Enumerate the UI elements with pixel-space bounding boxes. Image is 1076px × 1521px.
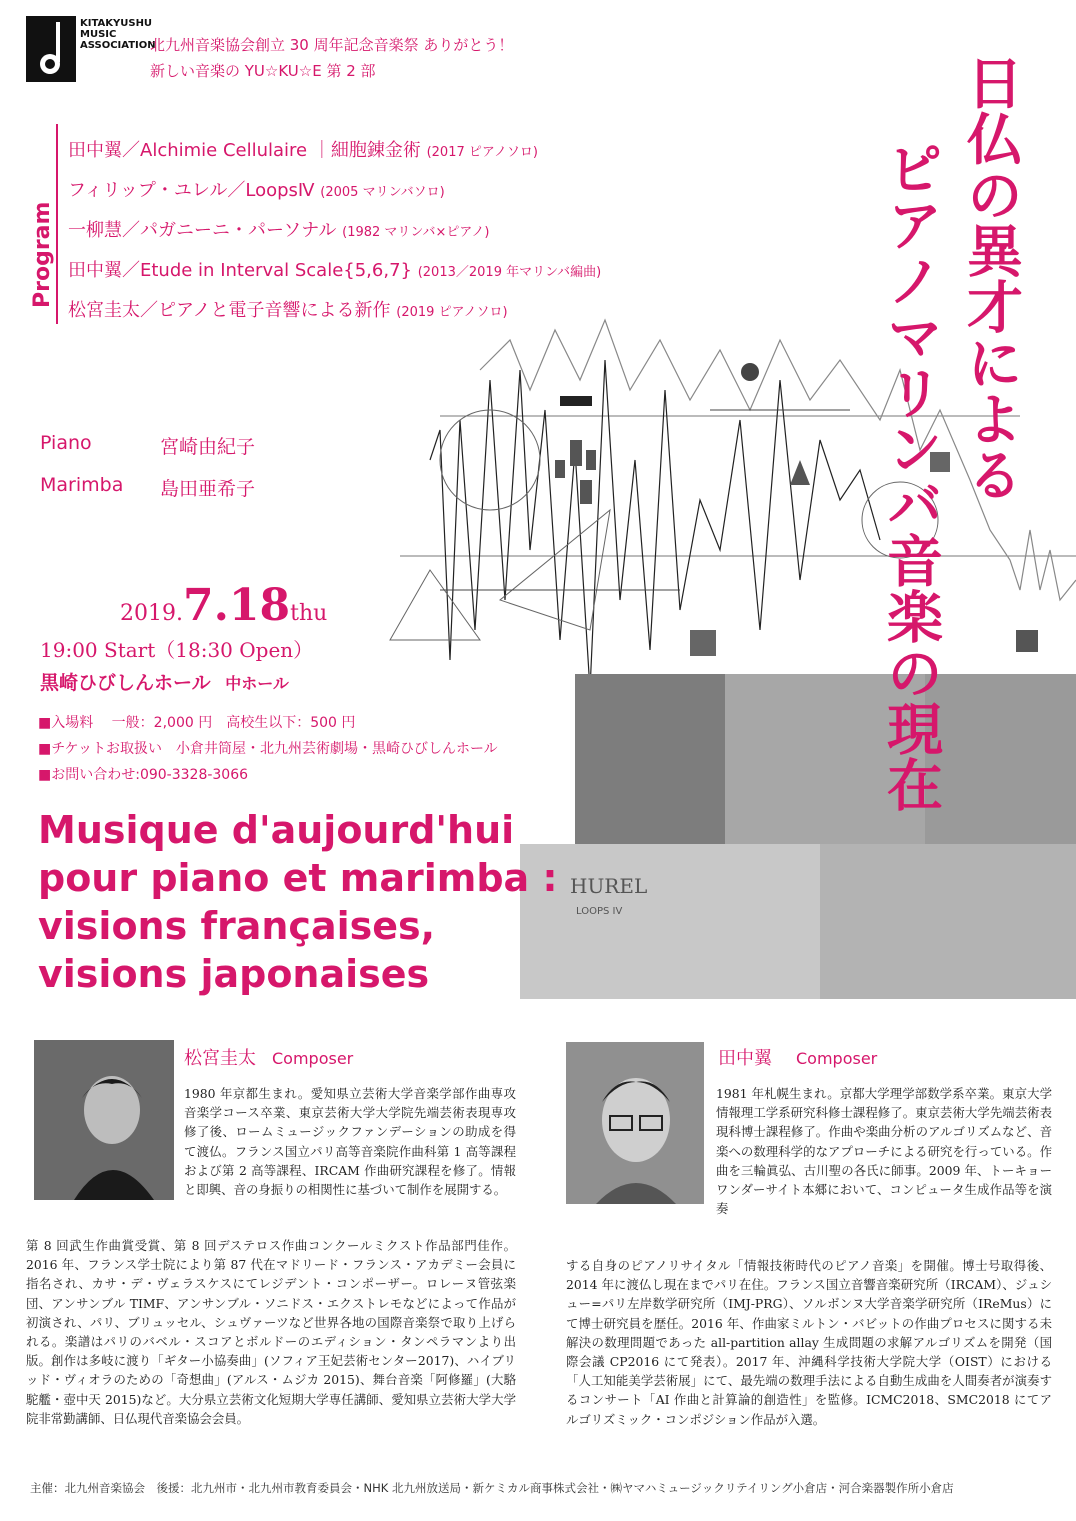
photo-pianist: [925, 674, 1076, 844]
composer-photo-tanaka: [566, 1042, 704, 1204]
logo-line-1: KITAKYUSHU: [80, 18, 153, 29]
french-title-line-3: visions françaises,: [38, 904, 436, 948]
admission-info: ■入場料 一般：2,000 円 高校生以下：500 円: [38, 715, 356, 731]
portrait-icon: [566, 1042, 704, 1204]
composer-bio-1-top: 1980 年京都生まれ。愛知県立芸術大学音楽学部作曲専攻音楽学コース卒業、東京芸術大学大学院先端芸術表現専攻修了後、ロームミュージックファンデーションの助成を得て渡仏。フランス国立パリ高等音楽院作曲科第 1 高等課程および第 2 高等課程、IRCAM 作曲研究課程を修了。情報と即興、音の身振りの相関性に基づいて制作を展開する。: [184, 1086, 516, 1198]
composer-name-1: 松宮圭太 Composer: [184, 1048, 354, 1069]
program-label: Program: [30, 201, 55, 308]
composer-photo-matsumiya: [34, 1040, 174, 1200]
piano-performer: 宮崎由紀子: [160, 436, 256, 458]
program-item-5: 松宮圭太／ピアノと電子音響による新作 (2019 ピアノソロ): [68, 300, 508, 321]
portrait-icon: [34, 1040, 174, 1200]
photo-mallets: [820, 844, 1076, 999]
score-title: HUREL: [570, 874, 648, 898]
program-item-2: フィリップ・ユレル／LoopsⅣ (2005 マリンバソロ): [68, 180, 445, 201]
venue-hall: 中ホール: [225, 674, 289, 693]
french-title: [38, 806, 618, 998]
event-day: 7.18: [182, 580, 291, 631]
event-weekday: thu: [290, 601, 328, 626]
sponsor-footer: 主催：北九州音楽協会 後援：北九州市・北九州市教育委員会・NHK 北九州放送局・新ケミカル商事株式会社・㈱ヤマハミュージックリテイリング小倉店・河合楽器製作所小倉店: [30, 1481, 954, 1495]
event-venue: [40, 668, 289, 695]
marimba-role: Marimba: [40, 474, 124, 496]
program-item-3: 一柳慧／パガニーニ・パーソナル (1982 マリンバ×ピアノ): [68, 220, 490, 241]
program-item-4: 田中翼／Etude in Interval Scale{5,6,7} (2013／2019 年マリンバ編曲): [68, 260, 602, 281]
logo-line-2: MUSIC: [80, 29, 117, 40]
event-date: [120, 580, 327, 631]
composer-bio-2-bottom: する自身のピアノリサイタル「情報技術時代のピアノ音楽」を開催。博士号取得後、2014 年に渡仏し現在までパリ在住。フランス国立音響音楽研究所（IRCAM）、ジュシュー=パリ左岸数学研究所（IMJ-PRG）、ソルボンヌ大学音楽学研究所（IReMus）にて博士研究員を歴任。2016 年、作曲家ミルトン・バビットの作曲プロセスに関する未解決の数理問題であった all-partition allay 生成問題の求解アルゴリズムを開発（国際会議 CP2016 にて発表）。2017 年、沖縄科学技術大学院大学（OIST）における「人工知能美学芸術展」にて、最先端の数理手法による自動生成曲を人間奏者が演奏するコンサート「AI 作曲と計算論的創造性」を監修。ICMC2018、SMC2018 にてアルゴリズミック・コンポジション作品が入選。: [566, 1258, 1052, 1427]
association-logo: [26, 16, 76, 82]
marimba-performer: 島田亜希子: [160, 478, 256, 500]
music-note-icon: [26, 16, 76, 82]
piano-role: Piano: [40, 432, 92, 454]
french-title-line-1: Musique d'aujourd'hui: [38, 808, 515, 852]
score-subtitle: LOOPS IV: [576, 906, 623, 917]
title-line-1: 日仏の異才による: [958, 54, 1023, 502]
title-line-2: ピアノマリンバ音楽の現在: [878, 140, 943, 812]
program-divider: [56, 124, 58, 324]
event-time: 19:00 Start（18:30 Open）: [40, 638, 314, 662]
logo-wordmark: [80, 18, 156, 51]
french-title-line-4: visions japonaises: [38, 952, 430, 996]
composer-bio-1-bottom: 第 8 回武生作曲賞受賞、第 8 回デステロス作曲コンクールミクスト作品部門佳作。2016 年、フランス学士院により第 87 代在マドリード・フランス・アカデミー会員に指名され、カサ・デ・ヴェラスケスにてレジデント・コンポーザー。ロレーヌ管弦楽団、アンサンブル TIMF、アンサンブル・ソニドス・エクストレモなどによって作品が初演され、パリ、ブリュッセル、シュヴァーツなど世界各地の国際音楽祭で取り上げられる。楽譜はパリのバベル・スコアとボルドーのエディション・タンペラマンより出版。創作は多岐に渡り「ギター小協奏曲」(ソフィア王妃芸術センター2017)、ハイブリッド・ヴィオラのための「奇想曲」(アルス・ムジカ 2015)、舞台音楽「阿修羅」(大駱駝艦・壺中天 2015)など。大分県立芸術文化短期大学専任講師、愛知県立芸術大学大学院非常勤講師、日仏現代音楽協会会員。: [26, 1238, 516, 1426]
event-year: 2019.: [120, 601, 183, 626]
logo-line-3: ASSOCIATION: [80, 40, 156, 51]
french-title-line-2: pour piano et marimba :: [38, 856, 558, 900]
header-line-2: 新しい音楽の YU☆KU☆E 第 2 部: [150, 62, 376, 80]
ticket-info: ■チケットお取扱い 小倉井筒屋・北九州芸術劇場・黒崎ひびしんホール: [38, 741, 498, 757]
contact-info: ■お問い合わせ:090-3328-3066: [38, 767, 249, 783]
program-item-1: 田中翼／Alchimie Cellulaire ｜細胞錬金術 (2017 ピアノソロ): [68, 140, 538, 161]
composer-bio-2-top: 1981 年札幌生まれ。京都大学理学部数学系卒業。東京大学情報理工学系研究科修士課程修了。東京芸術大学先端芸術表現科博士課程修了。作曲や楽曲分析のアルゴリズムなど、音楽への数理科学的なアプローチによる研究を行っている。作曲を三輪眞弘、古川聖の各氏に師事。2009 年、トーキョーワンダーサイト本郷において、コンピュータ生成作品等を演奏: [716, 1086, 1052, 1217]
composer-name-2: 田中翼 Composer: [718, 1048, 878, 1069]
venue-name: 黒崎ひびしんホール: [40, 672, 211, 694]
header-line-1: 北九州音楽協会創立 30 周年記念音楽祭 ありがとう！: [150, 36, 514, 54]
